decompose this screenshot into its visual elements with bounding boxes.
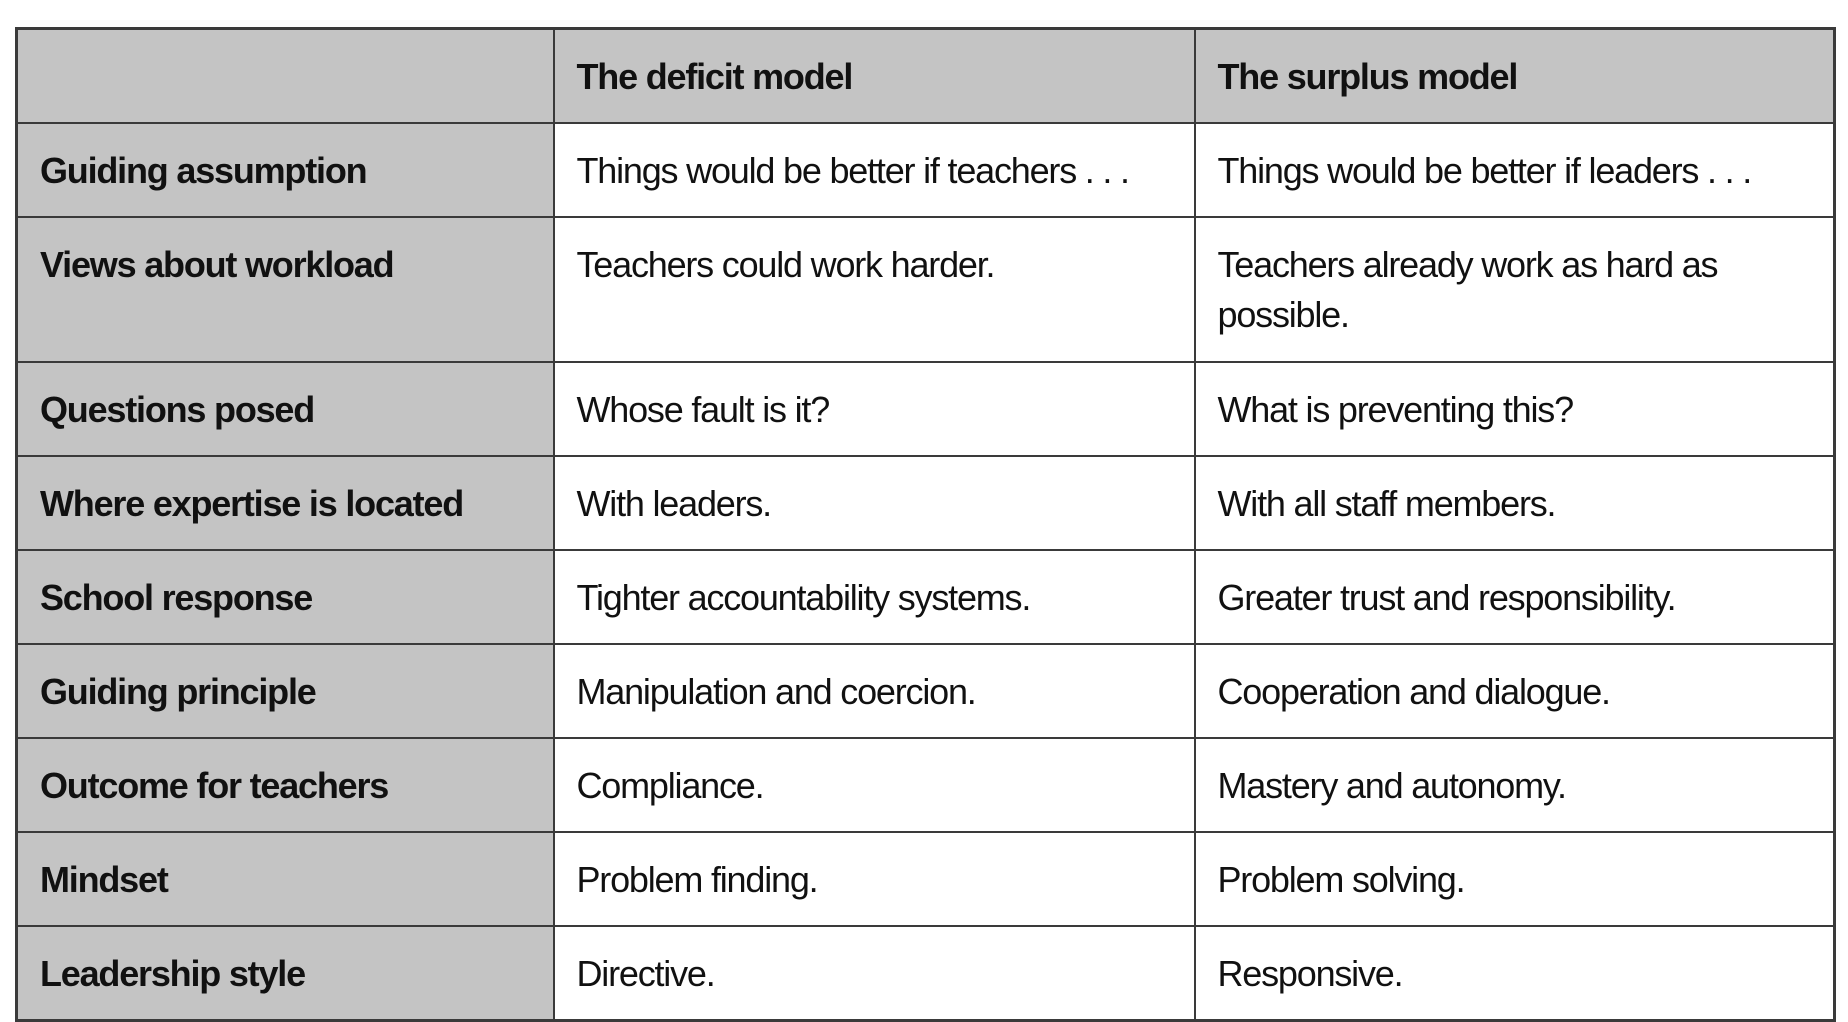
table-row [17, 456, 1835, 550]
surplus-cell: Mastery and autonomy. [1195, 738, 1835, 832]
header-corner-cell [17, 29, 554, 124]
row-label: Leadership style [17, 926, 554, 1021]
deficit-cell: Problem finding. [554, 832, 1195, 926]
surplus-cell: Cooperation and dialogue. [1195, 644, 1835, 738]
deficit-cell: Manipulation and coercion. [554, 644, 1195, 738]
table-row [17, 644, 1835, 738]
surplus-cell: Greater trust and responsibility. [1195, 550, 1835, 644]
table-row [17, 926, 1835, 1021]
table-row [17, 832, 1835, 926]
header-row [17, 29, 1835, 124]
deficit-cell: Things would be better if teachers . . . [554, 123, 1195, 217]
table-row [17, 217, 1835, 362]
surplus-cell: Teachers already work as hard as possible. [1195, 217, 1835, 362]
row-label: Outcome for teachers [17, 738, 554, 832]
table-row [17, 550, 1835, 644]
surplus-cell: Responsive. [1195, 926, 1835, 1021]
surplus-cell: What is preventing this? [1195, 362, 1835, 456]
table-header [17, 29, 1835, 124]
table-body [17, 123, 1835, 1021]
row-label: Guiding principle [17, 644, 554, 738]
surplus-cell: With all staff members. [1195, 456, 1835, 550]
surplus-cell: Problem solving. [1195, 832, 1835, 926]
row-label: Questions posed [17, 362, 554, 456]
deficit-cell: Teachers could work harder. [554, 217, 1195, 362]
row-label: Where expertise is located [17, 456, 554, 550]
header-deficit-model: The deficit model [554, 29, 1195, 124]
deficit-cell: Whose fault is it? [554, 362, 1195, 456]
table-row [17, 123, 1835, 217]
table-row [17, 362, 1835, 456]
row-label: Mindset [17, 832, 554, 926]
deficit-cell: With leaders. [554, 456, 1195, 550]
surplus-cell: Things would be better if leaders . . . [1195, 123, 1835, 217]
deficit-cell: Tighter accountability systems. [554, 550, 1195, 644]
row-label: School response [17, 550, 554, 644]
row-label: Guiding assumption [17, 123, 554, 217]
table-row [17, 738, 1835, 832]
header-surplus-model: The surplus model [1195, 29, 1835, 124]
comparison-table [15, 27, 1836, 1022]
deficit-cell: Compliance. [554, 738, 1195, 832]
deficit-cell: Directive. [554, 926, 1195, 1021]
row-label: Views about workload [17, 217, 554, 362]
